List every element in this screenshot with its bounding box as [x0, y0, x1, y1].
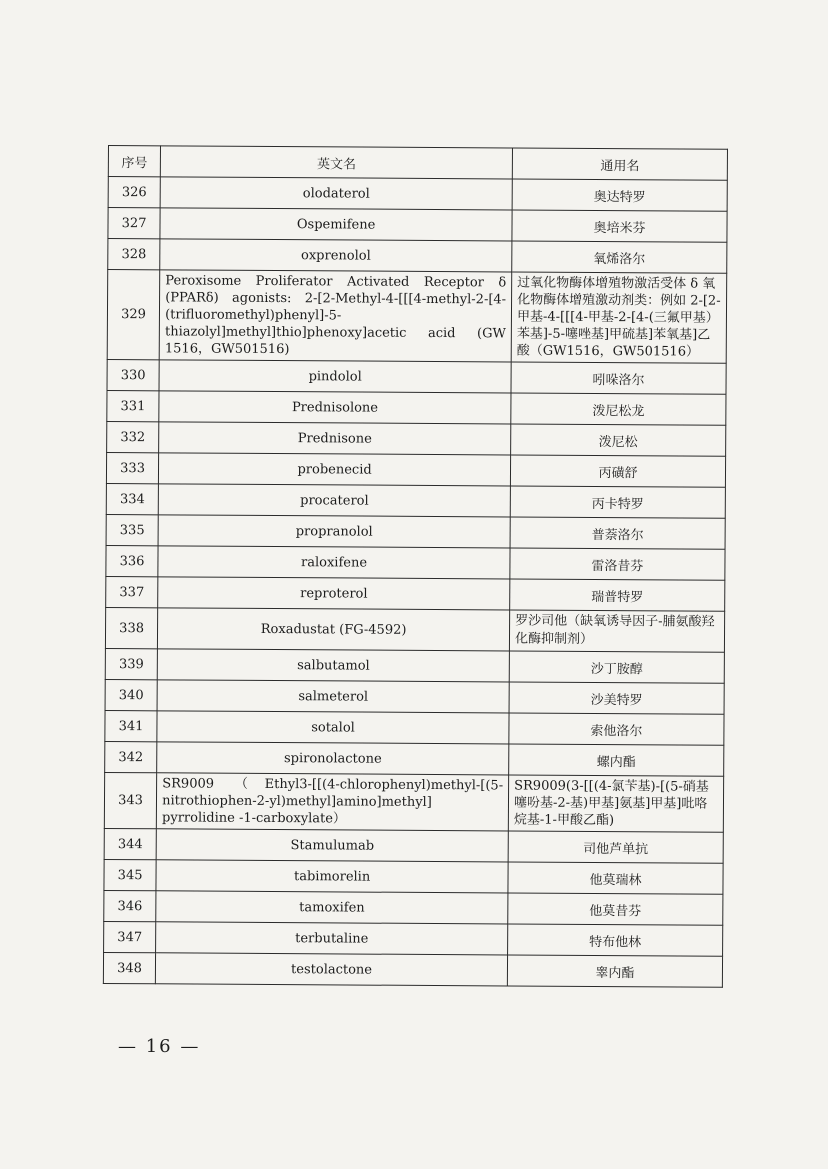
row-number: 335 — [106, 514, 158, 545]
row-number: 327 — [108, 208, 160, 239]
row-number: 330 — [107, 359, 159, 390]
row-english-name: Prednisone — [159, 422, 511, 455]
table-row — [105, 741, 724, 776]
row-number: 345 — [104, 859, 156, 890]
row-english-name: Peroxisome Proliferator Activated Receptor δ (PPARδ) agonists: 2-[2-Methyl-4-[[[4-methyl-2-[4-(trifluoromethyl)phenyl]-5-thiazolyl]methyl]thio]phenoxy]acetic acid (GW 1516，GW501516) — [159, 270, 511, 362]
table-row — [104, 828, 723, 863]
row-number: 331 — [107, 390, 159, 421]
table-row — [106, 483, 725, 518]
row-english-name: Ospemifene — [160, 208, 512, 241]
row-number: 347 — [104, 921, 156, 952]
page-number: — 16 — — [118, 1036, 201, 1057]
row-number: 329 — [107, 270, 160, 360]
row-english-name: propranolol — [158, 515, 510, 548]
row-common-name: 司他芦单抗 — [508, 831, 723, 863]
table-row — [106, 576, 725, 611]
row-number: 333 — [106, 452, 158, 483]
row-common-name: 丙卡特罗 — [510, 486, 725, 518]
row-number: 332 — [107, 421, 159, 452]
row-english-name: tabimorelin — [156, 860, 508, 893]
table-row — [105, 710, 724, 745]
row-english-name: Stamulumab — [156, 829, 508, 862]
row-common-name: 瑞普特罗 — [510, 579, 725, 611]
header-number: 序号 — [108, 146, 160, 177]
row-english-name: reproterol — [158, 577, 510, 610]
table-row — [103, 952, 722, 987]
row-common-name: 螺内酯 — [509, 744, 724, 776]
table-row — [104, 890, 723, 925]
row-common-name: 丙磺舒 — [510, 455, 725, 487]
row-common-name: 他莫瑞林 — [508, 862, 723, 894]
row-number: 337 — [106, 576, 158, 607]
row-common-name: 普萘洛尔 — [510, 517, 725, 549]
row-common-name: 吲哚洛尔 — [511, 362, 726, 394]
row-english-name: terbutaline — [156, 922, 508, 955]
table-row — [107, 270, 727, 364]
drug-table — [103, 145, 728, 988]
table-row — [104, 921, 723, 956]
row-english-name: raloxifene — [158, 546, 510, 579]
row-number: 339 — [105, 648, 157, 679]
row-common-name: 罗沙司他（缺氧诱导因子-脯氨酸羟化酶抑制剂） — [509, 610, 724, 652]
row-common-name: 氧烯洛尔 — [512, 241, 727, 273]
row-common-name: 过氧化物酶体增殖物激活受体 δ 氧化物酶体增殖激动剂类：例如 2-[2-甲基-4-[[[4-甲基-2-[4-(三氟甲基）苯基]-5-噻唑基]甲硫基]苯氧基]乙酸（GW1516，GW501516） — [511, 272, 727, 363]
table-row — [108, 177, 727, 212]
row-common-name: 奥达特罗 — [512, 179, 727, 211]
row-number: 334 — [106, 483, 158, 514]
row-common-name: 雷洛昔芬 — [510, 548, 725, 580]
table-row — [105, 648, 724, 683]
row-number: 336 — [106, 545, 158, 576]
row-english-name: probenecid — [159, 453, 511, 486]
row-common-name: 奥培米芬 — [512, 210, 727, 242]
row-common-name: 他莫昔芬 — [508, 893, 723, 925]
row-english-name: SR9009 （Ethyl3-[[(4-chlorophenyl)methyl-[(5-nitrothiophen-2-yl)methyl]amino]methyl] pyrrolidine -1-carboxylate） — [156, 773, 508, 831]
row-common-name: 特布他林 — [508, 924, 723, 956]
table-row — [106, 452, 725, 487]
row-common-name: 泼尼松 — [511, 424, 726, 456]
row-number: 326 — [108, 177, 160, 208]
row-common-name: 沙美特罗 — [509, 682, 724, 714]
table-row — [105, 679, 724, 714]
table-row — [107, 359, 726, 394]
row-common-name: 索他洛尔 — [509, 713, 724, 745]
table-row — [104, 772, 723, 832]
row-number: 342 — [105, 741, 157, 772]
header-common-name: 通用名 — [512, 148, 727, 180]
table-row — [107, 390, 726, 425]
table-row — [107, 421, 726, 456]
row-number: 340 — [105, 679, 157, 710]
row-english-name: pindolol — [159, 360, 511, 393]
row-number: 344 — [104, 828, 156, 859]
table-row — [108, 239, 727, 274]
row-english-name: Roxadustat (FG-4592) — [158, 608, 510, 651]
row-english-name: testolactone — [156, 953, 508, 986]
row-common-name: 泼尼松龙 — [511, 393, 726, 425]
header-english-name: 英文名 — [160, 146, 512, 179]
table-header-row — [108, 146, 727, 181]
row-english-name: procaterol — [158, 484, 510, 517]
table-row — [106, 545, 725, 580]
row-english-name: salmeterol — [157, 680, 509, 713]
row-number: 343 — [104, 772, 156, 828]
table-row — [105, 607, 724, 652]
row-number: 348 — [103, 952, 155, 983]
table-row — [104, 859, 723, 894]
row-common-name: 沙丁胺醇 — [509, 651, 724, 683]
row-english-name: oxprenolol — [160, 239, 512, 272]
row-number: 338 — [105, 607, 157, 648]
row-english-name: sotalol — [157, 711, 509, 744]
table-row — [108, 208, 727, 243]
row-number: 341 — [105, 710, 157, 741]
row-common-name: 睾内酯 — [507, 955, 722, 987]
row-english-name: tamoxifen — [156, 891, 508, 924]
row-common-name: SR9009(3-[[(4-氯苄基)-[(5-硝基噻吩基-2-基)甲基]氨基]甲基]吡咯烷基-1-甲酸乙酯) — [508, 775, 723, 832]
row-number: 328 — [108, 239, 160, 270]
row-english-name: spironolactone — [157, 742, 509, 775]
row-english-name: olodaterol — [160, 177, 512, 210]
row-number: 346 — [104, 890, 156, 921]
row-english-name: salbutamol — [157, 649, 509, 682]
row-english-name: Prednisolone — [159, 391, 511, 424]
table-row — [106, 514, 725, 549]
